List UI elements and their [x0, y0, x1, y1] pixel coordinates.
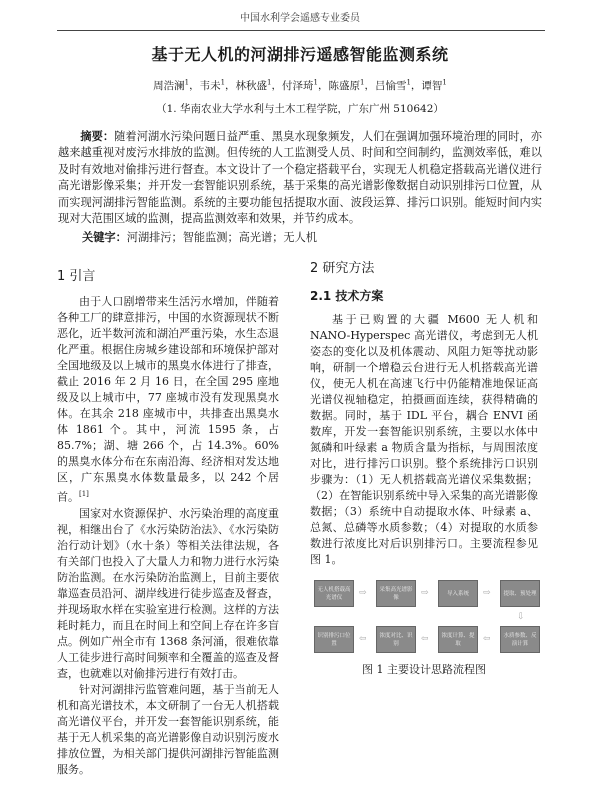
flowchart-box: 导入系统: [438, 580, 478, 607]
flow-arrow-icon: ⇨: [421, 588, 429, 598]
author: 吕愉雪$^1$: [374, 78, 411, 92]
citation: [1]: [79, 490, 89, 498]
paragraph: [57, 294, 279, 506]
flowchart-box: 采集高光谱影像: [376, 580, 416, 607]
author: 谭智$^1$: [421, 78, 447, 92]
author: 周浩澜$^1$: [153, 78, 190, 92]
paper-title: 基于无人机的河湖排污遥感智能监测系统: [151, 45, 449, 64]
flowchart-box: 提取、预处理: [500, 580, 540, 607]
subsection-heading: 2.1 技术方案: [310, 289, 384, 303]
flow-arrow-icon: ⇦: [421, 634, 429, 644]
section-heading-methods: 2 研究方法: [310, 261, 375, 276]
keywords-text: 河湖排污；智能监测；高光谱；无人机: [126, 230, 317, 244]
left-column: [57, 260, 279, 778]
paragraph-text: 由于人口剧增带来生活污水增加，伴随着各种工厂的肆意排污，中国的水资源现状不断恶化，近半数河流和湖泊严重污染，水生态退化严重。根据住房城乡建设部和环境保护部对全国地级及以上城市的黑臭水体进行了排查，截止 2016 年 2 月 16 日，在全国 295 座地级及以上城市中，77 座城市没有发现黑臭水体。在其余 218 座城市中，共排查出黑臭水体 1861 个。其中，河流 1595 条，占 85.7%；湖、塘 266 个，占 14.3%。60%的黑臭水体分布在东南沿海、经济相对发达地区，广东黑臭水体数量最多，以 242 个居首。: [57, 295, 279, 504]
author-affiliation-mark: 1: [406, 78, 411, 86]
flowchart-box: 浓度计算、提取: [438, 626, 478, 653]
methods-body: [310, 312, 538, 568]
author: 林秋盛$^1$: [235, 78, 272, 92]
keywords: [82, 230, 600, 247]
figure-caption: 图 1 主要设计思路流程图: [362, 663, 486, 676]
author-list: 周浩澜$^1$，韦未$^1$，林秋盛$^1$，付泽琦$^1$，陈盛原$^1$，吕愉雪$^1$，谭智$^1$: [153, 78, 447, 92]
keywords-label: 关键字：: [82, 230, 127, 244]
header-rule: [57, 30, 545, 31]
affiliation: （1. 华南农业大学水利与土木工程学院，广东广州 510642）: [156, 102, 444, 115]
paragraph: 针对河湖排污监管难问题，基于当前无人机和高光谱技术，本文研制了一台无人机搭载高光谱仪平台，并开发一套智能识别系统，能基于无人机采集的高光谱影像自动识别污废水排放位置，为相关部门提供河湖排污智能监测服务。: [57, 682, 279, 776]
author: 韦未$^1$: [199, 78, 226, 92]
flowchart-figure: [314, 580, 539, 656]
flowchart-box: 水质参数、反演计算: [500, 626, 540, 653]
author: 付泽琦$^1$: [282, 78, 318, 92]
flowchart-box: 识别排污口位置: [314, 626, 354, 653]
author-affiliation-mark: 1: [220, 78, 226, 86]
author-affiliation-mark: 1: [184, 78, 190, 86]
author-affiliation-mark: 1: [313, 78, 318, 86]
paragraph: 基于已购置的大疆 M600 无人机和 NANO-Hyperspec 高光谱仪，考虑到无人机姿态的变化以及机体震动、风阻力矩等扰动影响，研制一个增稳云台进行无人机搭载高光谱仪，使无人机在高速飞行中仍能精准地保证高光谱仪视轴稳定，拍摄画面连续，获得精确的数据。同时，基于 IDL 平台，耦合 ENVI 函数库，开发一套智能识别系统，主要以水体中氮磷和叶绿素 a 物质含量为指标，与周围浓度对比，进行排污口识别。整个系统排污口识别步骤为：（1）无人机搭载高光谱仪采集数据；（2）在智能识别系统中导入采集的高光谱影像数据；（3）系统中自动提取水体、叶绿素 a、总氮、总磷等水质参数；（4）对提取的水质参数进行浓度比对后识别排污口。主要流程参见图 1。: [310, 313, 538, 566]
abstract-text: 随着河湖水污染问题日益严重、黑臭水现象频发，人们在强调加强环境治理的同时，亦越来越重视对废污水排放的监测。但传统的人工监测受人员、时间和空间制约，监测效率低，难以及时有效地对偷排污进行督查。本文设计了一个稳定搭载平台，实现无人机稳定搭载高光谱仪进行高光谱影像采集；并开发一套智能识别系统，基于采集的高光谱影像数据自动识别排污口位置，从而实现河湖排污智能监测。系统的主要功能包括提取水面、波段运算、排污口识别。能短时间内实现对大范围区域的监测，提高监测效率和效果，并节约成本。: [58, 129, 542, 225]
author-affiliation-mark: 1: [267, 78, 272, 86]
flow-arrow-icon: ⇨: [359, 588, 367, 598]
abstract-label: 摘要：: [80, 129, 115, 143]
author: 陈盛原$^1$: [328, 78, 365, 92]
intro-body: [57, 294, 279, 778]
running-head: 中国水利学会遥感专业委员: [240, 13, 360, 24]
author-affiliation-mark: 1: [359, 78, 365, 86]
flow-arrow-icon: ⇦: [483, 634, 491, 644]
author-affiliation-mark: 1: [442, 78, 447, 86]
flowchart-box: 浓度对比、识别: [376, 626, 416, 653]
flow-arrow-icon: ⇨: [483, 588, 491, 598]
flow-arrow-icon: ⇦: [359, 634, 367, 644]
right-column: [310, 260, 538, 778]
flow-arrow-icon: ⇩: [517, 612, 525, 622]
section-heading-intro: 1 引言: [57, 269, 96, 284]
abstract: [58, 129, 542, 228]
paragraph: 国家对水资源保护、水污染治理的高度重视，相继出台了《水污染防治法》、《水污染防治行动计划》（水十条）等相关法律法规，各有关部门也投入了大量人力和物力进行水污染防治监测。在水污染防治监测上，目前主要依靠巡查员沿河、湖岸线进行徒步巡查及督查，并现场取水样在实验室进行检测。这样的方法耗时耗力，而且在时间上和空间上存在许多盲点。例如广州全市有 1368 条河涌，很难依靠人工徒步进行高时间频率和全覆盖的巡查及督查，也就难以对偷排污进行有效打击。: [57, 506, 279, 680]
flowchart-box: 无人机搭载高光谱仪: [314, 580, 354, 607]
two-column-body: [0, 260, 600, 778]
